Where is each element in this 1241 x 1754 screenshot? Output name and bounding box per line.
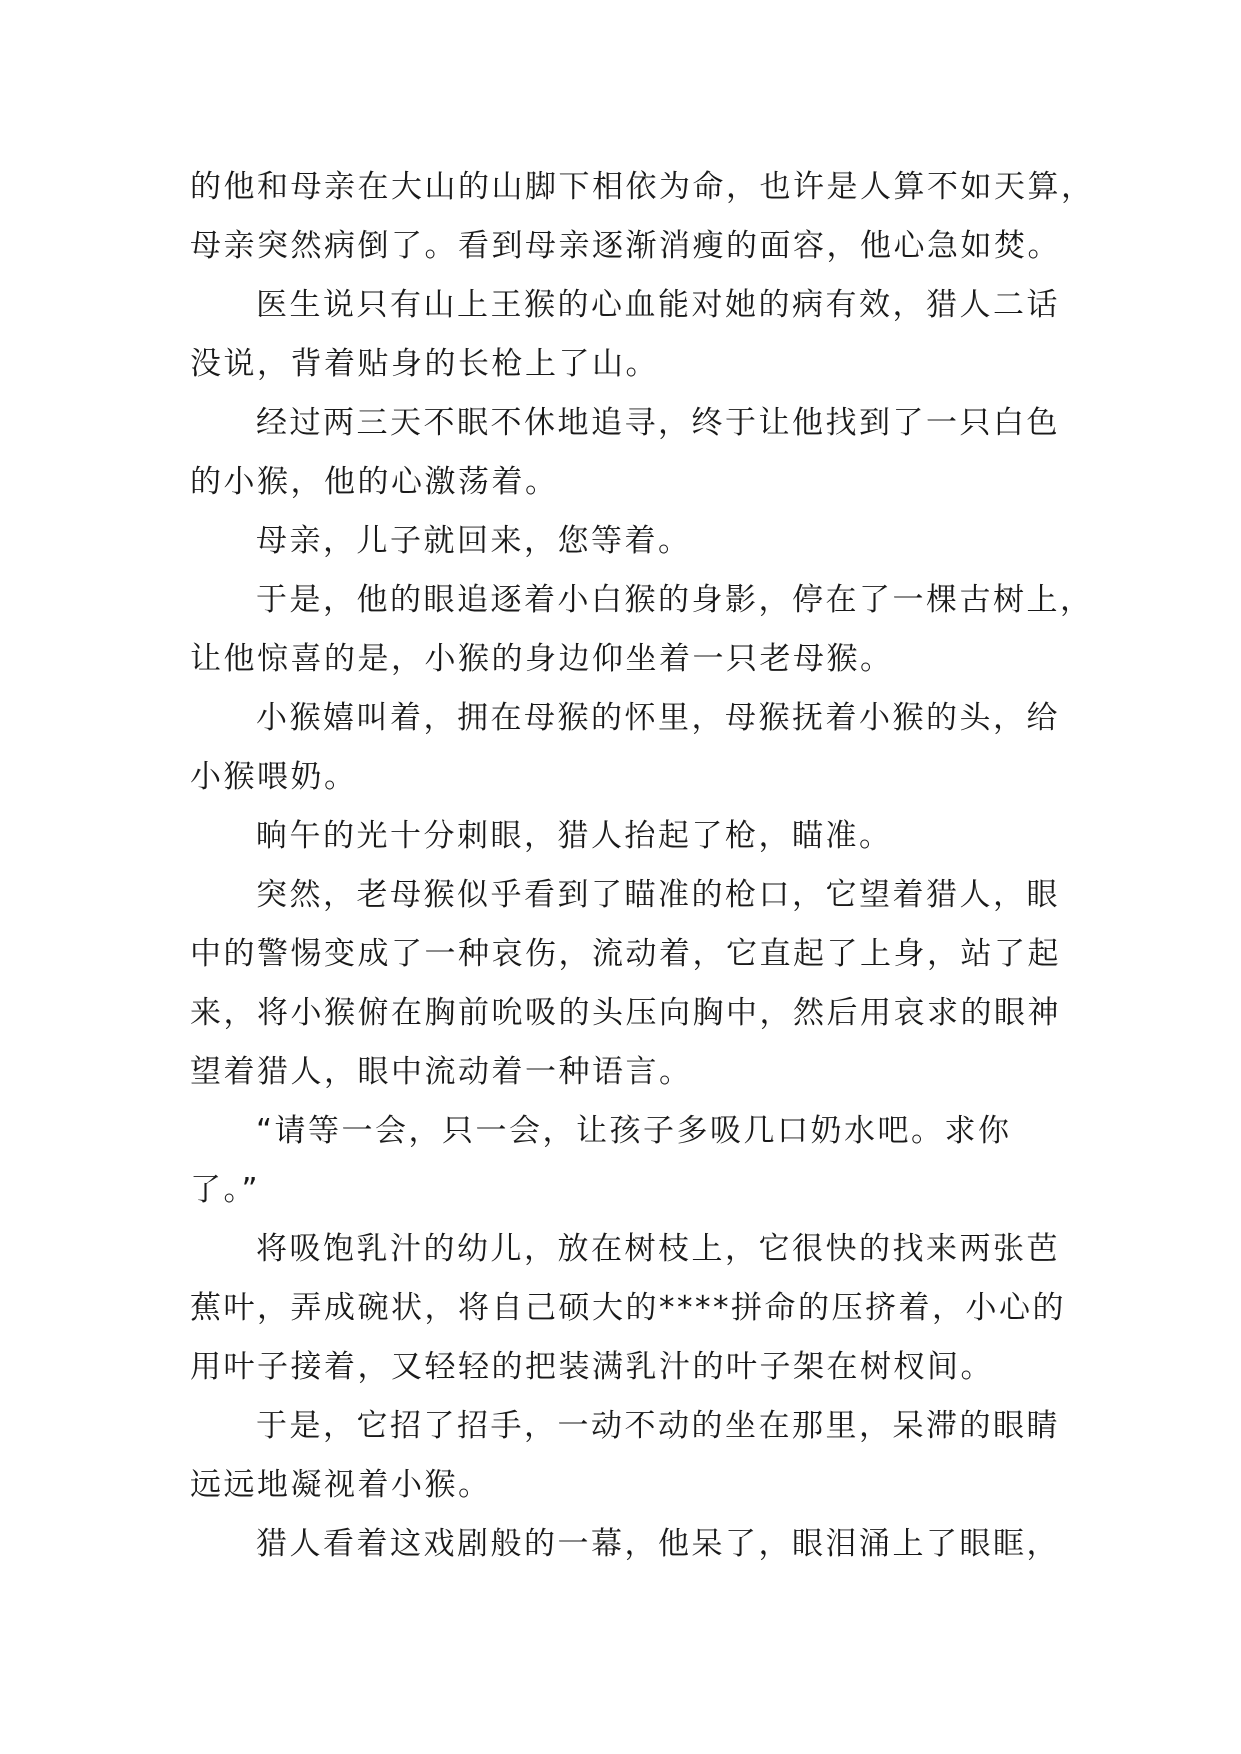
text-line: 的他和母亲在大山的山脚下相依为命，也许是人算不如天算， [190, 169, 1095, 205]
text-line: 中的警惕变成了一种哀伤，流动着，它直起了上身，站了起 [190, 936, 1061, 972]
text-line: 猎人看着这戏剧般的一幕，他呆了，眼泪涌上了眼眶， [256, 1526, 1060, 1562]
text-line: 经过两三天不眠不休地追寻，终于让他找到了一只白色 [256, 405, 1060, 441]
text-line: 突然，老母猴似乎看到了瞄准的枪口，它望着猎人，眼 [256, 877, 1060, 913]
text-line: 于是，他的眼追逐着小白猴的身影，停在了一棵古树上， [256, 582, 1094, 618]
body-text [190, 158, 1095, 1574]
text-line: 了。” [190, 1172, 261, 1208]
text-line: 蕉叶，弄成碗状，将自己硕大的****拼命的压挤着，小心的 [190, 1290, 1066, 1326]
text-line: 母亲突然病倒了。看到母亲逐渐消瘦的面容，他心急如焚。 [190, 228, 1061, 264]
text-line: 用叶子接着，又轻轻的把装满乳汁的叶子架在树杈间。 [190, 1349, 994, 1385]
text-line: 小猴喂奶。 [190, 759, 358, 795]
text-line: 晌午的光十分刺眼，猎人抬起了枪，瞄准。 [256, 818, 893, 854]
text-line: 医生说只有山上王猴的心血能对她的病有效，猎人二话 [256, 287, 1060, 323]
text-line: 来，将小猴俯在胸前吮吸的头压向胸中，然后用哀求的眼神 [190, 995, 1061, 1031]
text-line: 让他惊喜的是，小猴的身边仰坐着一只老母猴。 [190, 641, 894, 677]
text-line: 于是，它招了招手，一动不动的坐在那里，呆滞的眼睛 [256, 1408, 1060, 1444]
text-line: “请等一会，只一会，让孩子多吸几口奶水吧。求你 [256, 1113, 1012, 1149]
text-line: 小猴嬉叫着，拥在母猴的怀里，母猴抚着小猴的头，给 [256, 700, 1060, 736]
text-line: 的小猴，他的心激荡着。 [190, 464, 559, 500]
text-line: 母亲，儿子就回来，您等着。 [256, 523, 692, 559]
text-line: 望着猎人，眼中流动着一种语言。 [190, 1054, 693, 1090]
text-line: 远远地凝视着小猴。 [190, 1467, 492, 1503]
text-line: 将吸饱乳汁的幼儿，放在树枝上，它很快的找来两张芭 [256, 1231, 1060, 1267]
text-line: 没说，背着贴身的长枪上了山。 [190, 346, 659, 382]
